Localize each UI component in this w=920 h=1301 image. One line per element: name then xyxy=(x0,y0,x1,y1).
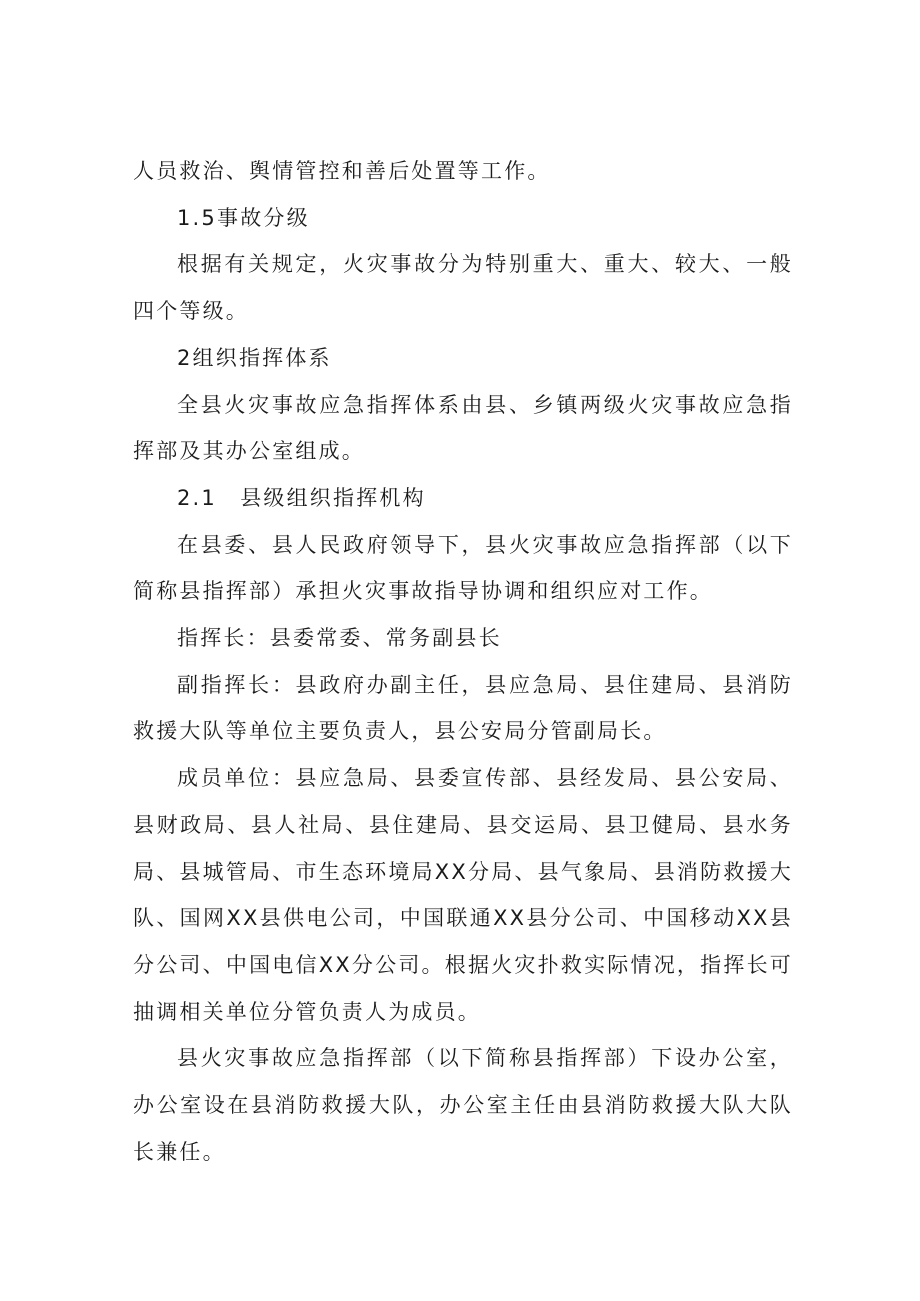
paragraph-member-units: 成员单位：县应急局、县委宣传部、县经发局、县公安局、县财政局、县人社局、县住建局、县交运局、县卫健局、县水务局、县城管局、市生态环境局XX分局、县气象局、县消防救援大队、国网XX县供电公司，中国联通XX县分公司、中国移动XX县分公司、中国电信XX分公司。根据火灾扑救实际情况，指挥长可抽调相关单位分管负责人为成员。 xyxy=(133,766,793,1024)
paragraph-accident-classification: 根据有关规定，火灾事故分为特别重大、重大、较大、一般四个等级。 xyxy=(133,252,793,324)
paragraph-command-system: 全县火灾事故应急指挥体系由县、乡镇两级火灾事故应急指挥部及其办公室组成。 xyxy=(133,392,793,464)
section-heading-2: 2组织指挥体系 xyxy=(177,345,332,370)
paragraph-county-headquarters: 在县委、县人民政府领导下，县火灾事故应急指挥部（以下简称县指挥部）承担火灾事故指导协调和组织应对工作。 xyxy=(133,532,793,604)
section-heading-1-5: 1.5事故分级 xyxy=(177,205,310,230)
document-body xyxy=(133,148,793,1175)
paragraph-commander: 指挥长：县委常委、常务副县长 xyxy=(177,626,502,651)
paragraph-continuation: 人员救治、舆情管控和善后处置等工作。 xyxy=(133,159,551,183)
paragraph-deputy-commander: 副指挥长：县政府办副主任，县应急局、县住建局、县消防救援大队等单位主要负责人，县公安局分管副局长。 xyxy=(133,672,793,744)
paragraph-office: 县火灾事故应急指挥部（以下简称县指挥部）下设办公室，办公室设在县消防救援大队，办公室主任由县消防救援大队大队长兼任。 xyxy=(133,1046,793,1164)
section-heading-2-1: 2.1 县级组织指挥机构 xyxy=(177,485,426,510)
